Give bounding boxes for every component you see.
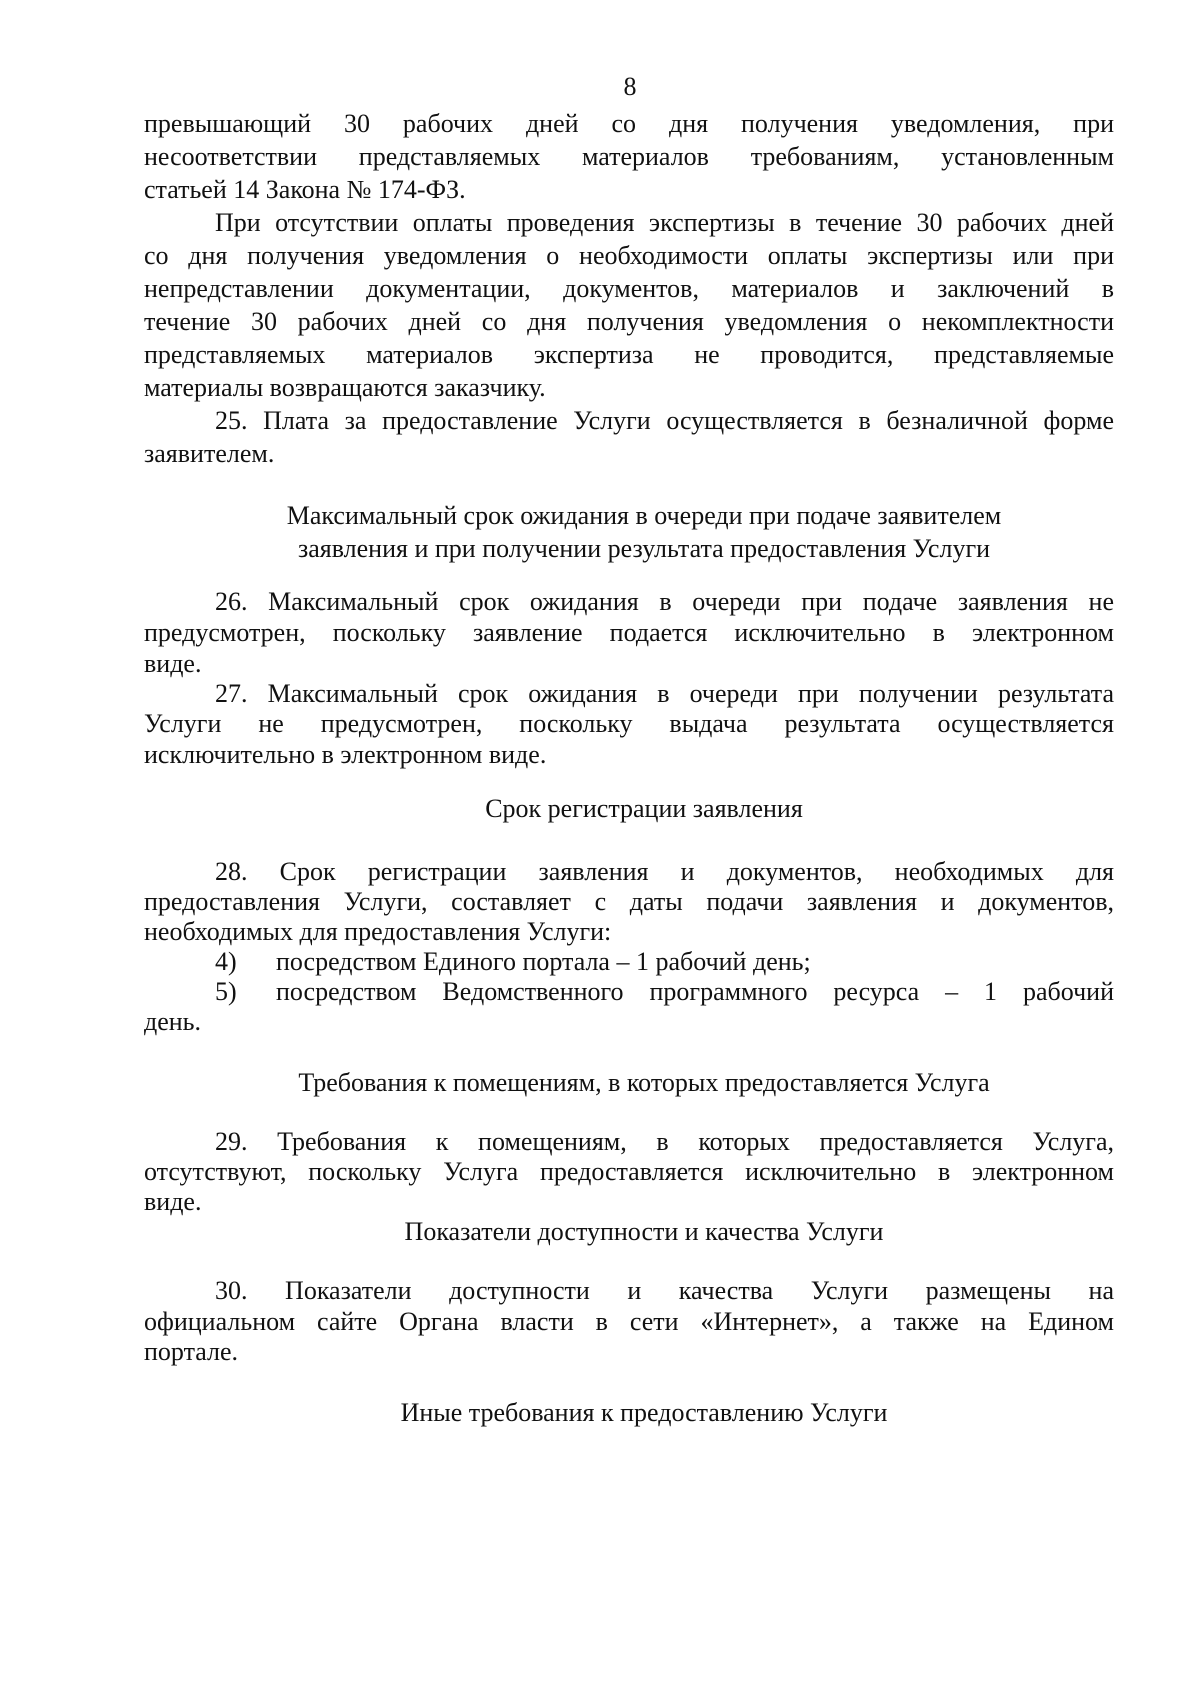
text-line: представляемых материалов экспертиза не проводится, представляемые <box>144 340 1114 369</box>
text-line: виде. <box>144 649 202 678</box>
text-line: течение 30 рабочих дней со дня получения уведомления о некомплектности <box>144 307 1114 336</box>
list-item-text: посредством Ведомственного программного ресурса – 1 рабочий <box>276 977 1114 1006</box>
text-line: 27. Максимальный срок ожидания в очереди при получении результата <box>215 679 1114 708</box>
section-heading: Максимальный срок ожидания в очереди при подаче заявителем <box>286 501 1002 530</box>
text-line: статьей 14 Закона № 174-ФЗ. <box>144 175 466 204</box>
section-heading: заявления и при получении результата предоставления Услуги <box>297 534 991 563</box>
text-line: отсутствуют, поскольку Услуга предоставляется исключительно в электронном <box>144 1157 1114 1186</box>
text-line: превышающий 30 рабочих дней со дня получения уведомления, при <box>144 109 1114 138</box>
text-line: 25. Плата за предоставление Услуги осуществляется в безналичной форме <box>215 406 1114 435</box>
text-line: виде. <box>144 1187 202 1216</box>
text-line: предусмотрен, поскольку заявление подается исключительно в электронном <box>144 618 1114 647</box>
text-line: материалы возвращаются заказчику. <box>144 373 546 402</box>
text-line: 26. Максимальный срок ожидания в очереди при подаче заявления не <box>215 587 1114 616</box>
text-line: Услуги не предусмотрен, поскольку выдача результата осуществляется <box>144 709 1114 738</box>
page-number: 8 <box>623 72 637 101</box>
text-line: несоответствии представляемых материалов требованиям, установленным <box>144 142 1114 171</box>
text-line: день. <box>144 1007 202 1036</box>
list-item-number: 5) <box>215 977 237 1006</box>
text-line: 30. Показатели доступности и качества Услуги размещены на <box>215 1276 1114 1305</box>
section-heading: Показатели доступности и качества Услуги <box>404 1217 884 1246</box>
list-item-number: 4) <box>215 947 237 976</box>
text-line: официальном сайте Органа власти в сети «Интернет», а также на Едином <box>144 1307 1114 1336</box>
text-line: заявителем. <box>144 439 275 468</box>
text-line: непредставлении документации, документов, материалов и заключений в <box>144 274 1114 303</box>
text-line: 28. Срок регистрации заявления и документов, необходимых для <box>215 857 1114 886</box>
text-line: со дня получения уведомления о необходимости оплаты экспертизы или при <box>144 241 1114 270</box>
text-line: предоставления Услуги, составляет с даты подачи заявления и документов, <box>144 887 1114 916</box>
text-line: исключительно в электронном виде. <box>144 740 547 769</box>
section-heading: Требования к помещениям, в которых предоставляется Услуга <box>298 1068 990 1097</box>
text-line: портале. <box>144 1337 239 1366</box>
text-line: 29. Требования к помещениям, в которых предоставляется Услуга, <box>215 1127 1114 1156</box>
text-line: необходимых для предоставления Услуги: <box>144 917 612 946</box>
list-item-text: посредством Единого портала – 1 рабочий день; <box>276 947 811 976</box>
section-heading: Иные требования к предоставлению Услуги <box>400 1398 888 1427</box>
text-line: При отсутствии оплаты проведения экспертизы в течение 30 рабочих дней <box>215 208 1114 237</box>
section-heading: Срок регистрации заявления <box>485 794 803 823</box>
